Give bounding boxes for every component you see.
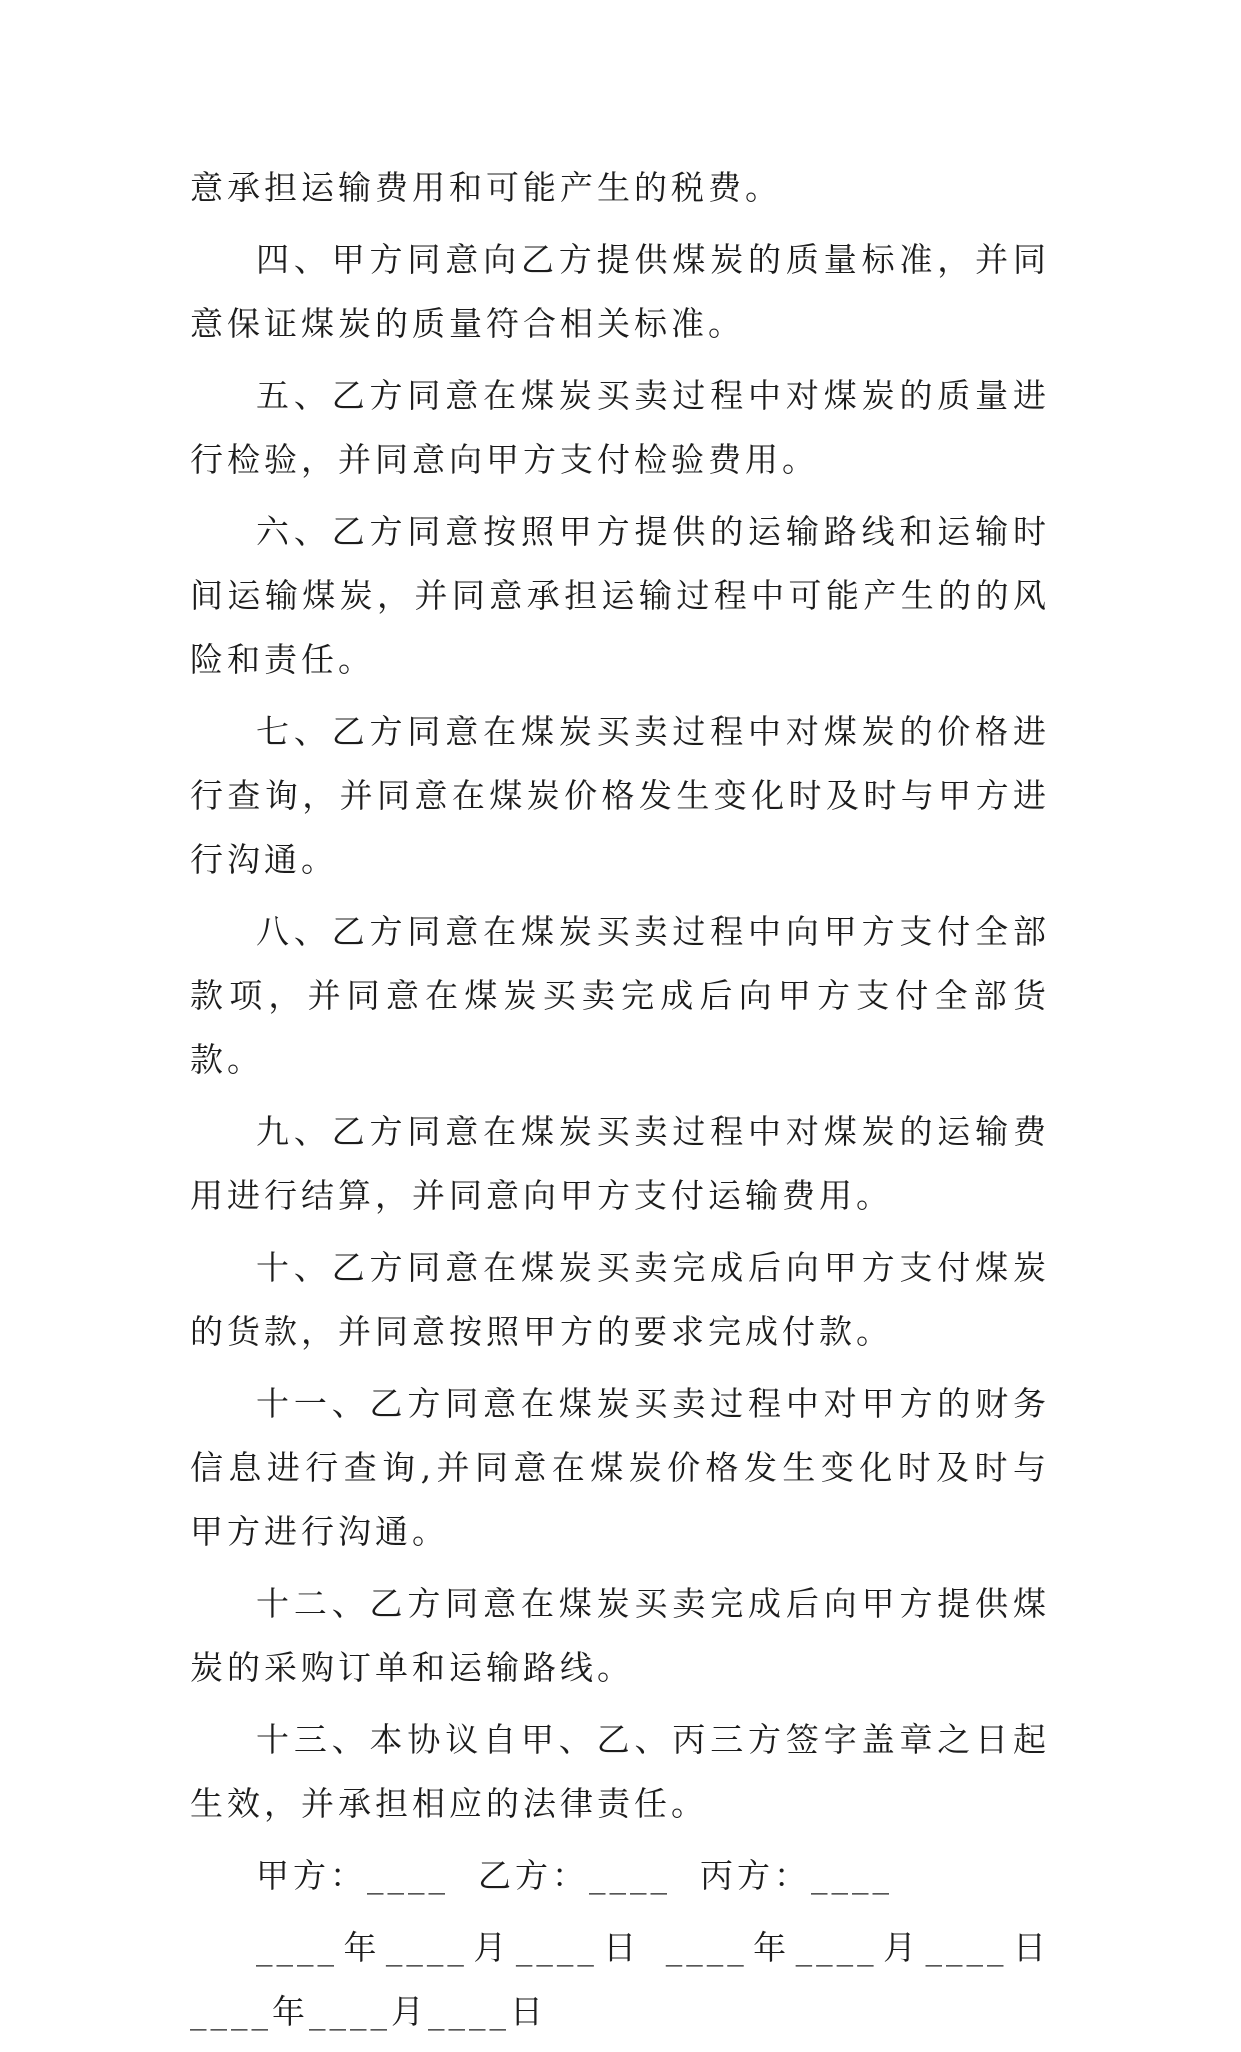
clause-10: 十、乙方同意在煤炭买卖完成后向甲方支付煤炭的货款，并同意按照甲方的要求完成付款。: [190, 1248, 1050, 1351]
clause-12: 十二、乙方同意在煤炭买卖完成后向甲方提供煤炭的采购订单和运输路线。: [190, 1584, 1050, 1687]
clause-8: 八、乙方同意在煤炭买卖过程中向甲方支付全部款项，并同意在煤炭买卖完成后向甲方支付全部货款。: [190, 912, 1050, 1079]
clause-5: 五、乙方同意在煤炭买卖过程中对煤炭的质量进行检验，并同意向甲方支付检验费用。: [190, 376, 1050, 479]
clause-11: 十一、乙方同意在煤炭买卖过程中对甲方的财务信息进行查询,并同意在煤炭价格发生变化时及时与甲方进行沟通。: [190, 1384, 1050, 1551]
signature-line: 甲方：____ 乙方：____ 丙方：____: [256, 1856, 893, 1895]
paragraph-continuation: 意承担运输费用和可能产生的税费。: [190, 168, 782, 207]
clause-6: 六、乙方同意按照甲方提供的运输路线和运输时间运输煤炭，并同意承担运输过程中可能产生的的风险和责任。: [190, 512, 1050, 679]
clause-4: 四、甲方同意向乙方提供煤炭的质量标准，并同意保证煤炭的质量符合相关标准。: [190, 240, 1050, 343]
clause-13: 十三、本协议自甲、乙、丙三方签字盖章之日起生效，并承担相应的法律责任。: [190, 1720, 1050, 1823]
clause-7: 七、乙方同意在煤炭买卖过程中对煤炭的价格进行查询，并同意在煤炭价格发生变化时及时与甲方进行沟通。: [190, 712, 1050, 879]
date-line: ____年____月____日 ____年____月____日 ____年____月____日: [190, 1928, 1050, 2031]
document-body: [190, 156, 1050, 2052]
clause-9: 九、乙方同意在煤炭买卖过程中对煤炭的运输费用进行结算，并同意向甲方支付运输费用。: [190, 1112, 1050, 1215]
